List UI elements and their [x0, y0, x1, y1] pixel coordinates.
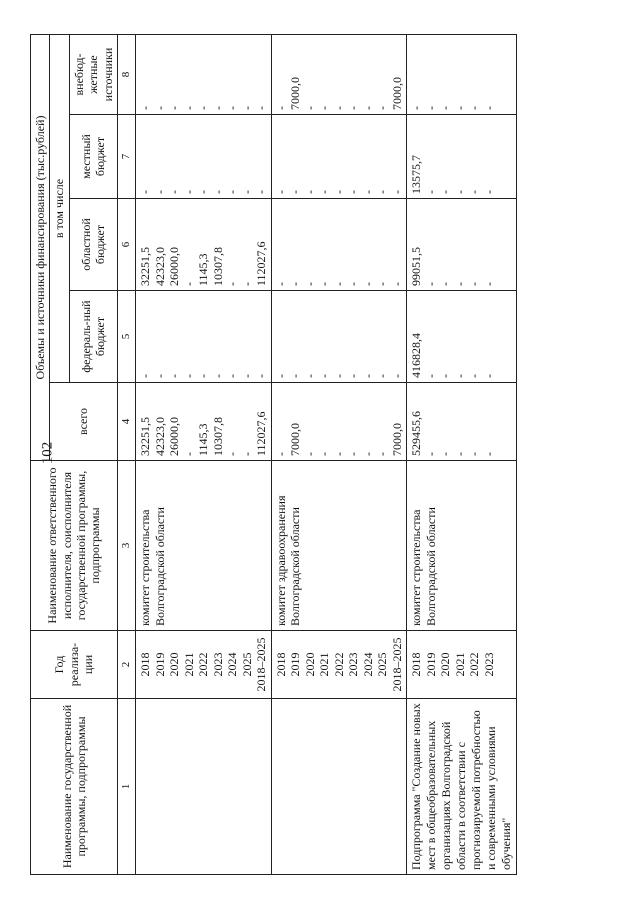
extra-value: - [375, 106, 390, 110]
year-value: 2019 [288, 652, 303, 677]
header-including: в том числе [50, 34, 69, 382]
header-federal: федераль-ный бюджет [69, 291, 117, 383]
header-extra: внебюд-жетные источники [69, 34, 117, 114]
local-value: - [389, 190, 404, 194]
header-funding: Объемы и источники финансирования (тыс.рублей) [31, 34, 50, 460]
federal-value: - [167, 374, 182, 378]
regional-value: - [225, 282, 240, 286]
col-index-5: 5 [117, 291, 135, 383]
extra-value: - [346, 106, 361, 110]
total-value: - [438, 452, 453, 456]
total-value: 1145,3 [196, 423, 211, 456]
table-row [407, 34, 517, 874]
federal-value: - [375, 374, 390, 378]
year-value: 2018 [138, 652, 153, 677]
federal-value: - [346, 374, 361, 378]
year-cell [136, 631, 272, 699]
program-name-cell: Подпрограмма "Создание новых мест в общеобразовательных организациях Волгоградской области в соответствии с прогнозируемой потребностью и современными условиями обучения" [407, 699, 517, 875]
year-value: 2023 [210, 652, 225, 677]
year-value: 2022 [196, 652, 211, 677]
federal-value: - [438, 374, 453, 378]
federal-value: - [452, 374, 467, 378]
federal-value: - [288, 374, 303, 378]
year-value: 2019 [152, 652, 167, 677]
year-value: 2021 [452, 652, 467, 677]
local-cell [407, 115, 517, 199]
federal-value: - [273, 374, 288, 378]
local-value: - [331, 190, 346, 194]
program-name-cell [271, 699, 407, 875]
year-value: 2022 [467, 652, 482, 677]
header-executor: Наименование ответственного исполнителя, соисполнителя государственной программы, подпрограммы [31, 461, 118, 631]
extra-value: - [481, 106, 496, 110]
federal-value: - [467, 374, 482, 378]
local-value: - [423, 190, 438, 194]
extra-value: - [331, 106, 346, 110]
federal-value: - [423, 374, 438, 378]
total-value: - [181, 452, 196, 456]
federal-value: - [152, 374, 167, 378]
header-total: всего [50, 383, 118, 461]
col-index-2: 2 [117, 631, 135, 699]
total-value: 112027,6 [254, 411, 269, 456]
regional-cell [136, 199, 272, 291]
total-value: - [452, 452, 467, 456]
regional-value: - [273, 282, 288, 286]
local-value: - [438, 190, 453, 194]
regional-value: - [181, 282, 196, 286]
regional-value: 10307,8 [210, 247, 225, 286]
total-value: - [239, 452, 254, 456]
col-index-1: 1 [117, 699, 135, 875]
total-value: 10307,8 [210, 417, 225, 456]
total-value: 26000,0 [167, 417, 182, 456]
regional-value: - [423, 282, 438, 286]
federal-value: - [317, 374, 332, 378]
total-value: - [423, 452, 438, 456]
local-value: - [360, 190, 375, 194]
local-cell [136, 115, 272, 199]
local-cell [271, 115, 407, 199]
col-index-6: 6 [117, 199, 135, 291]
extra-value: - [317, 106, 332, 110]
federal-value: - [239, 374, 254, 378]
extra-value: - [254, 106, 269, 110]
total-value: - [481, 452, 496, 456]
total-cell [407, 383, 517, 461]
federal-value: - [331, 374, 346, 378]
column-index-row [117, 34, 135, 874]
local-value: - [302, 190, 317, 194]
regional-value: - [317, 282, 332, 286]
regional-cell [271, 199, 407, 291]
total-value: - [467, 452, 482, 456]
regional-value: - [438, 282, 453, 286]
regional-value: - [360, 282, 375, 286]
total-value: - [346, 452, 361, 456]
local-value: - [254, 190, 269, 194]
program-name-cell [136, 699, 272, 875]
federal-value: - [210, 374, 225, 378]
local-value: - [273, 190, 288, 194]
year-value: 2021 [181, 652, 196, 677]
extra-cell [407, 34, 517, 114]
extra-value: - [138, 106, 153, 110]
extra-value: - [452, 106, 467, 110]
local-value: - [375, 190, 390, 194]
page-number: 102 [39, 441, 56, 465]
local-value: - [481, 190, 496, 194]
total-value: - [317, 452, 332, 456]
header-name: Наименование государственной программы, подпрограммы [31, 699, 118, 875]
local-value: - [452, 190, 467, 194]
local-value: - [152, 190, 167, 194]
federal-value: - [481, 374, 496, 378]
col-index-3: 3 [117, 461, 135, 631]
federal-cell [407, 291, 517, 383]
regional-value: - [389, 282, 404, 286]
federal-value: - [389, 374, 404, 378]
total-value: - [225, 452, 240, 456]
header-row-1 [31, 34, 50, 874]
local-value: - [225, 190, 240, 194]
extra-value: - [225, 106, 240, 110]
extra-value: - [181, 106, 196, 110]
local-value: 13575,7 [409, 155, 424, 194]
year-value: 2020 [438, 652, 453, 677]
local-value: - [288, 190, 303, 194]
federal-value: - [302, 374, 317, 378]
total-value: 32251,5 [138, 417, 153, 456]
local-value: - [467, 190, 482, 194]
year-value: 2018 [409, 652, 424, 677]
regional-value: - [346, 282, 361, 286]
extra-value: - [438, 106, 453, 110]
federal-value: - [196, 374, 211, 378]
regional-value: 32251,5 [138, 247, 153, 286]
regional-value: 112027,6 [254, 241, 269, 286]
header-year: Год реализа-ции [31, 631, 118, 699]
regional-value: 1145,3 [196, 253, 211, 286]
regional-cell [407, 199, 517, 291]
regional-value: - [481, 282, 496, 286]
regional-value: 42323,0 [152, 247, 167, 286]
local-value: - [196, 190, 211, 194]
extra-value: - [360, 106, 375, 110]
year-value: 2018–2025 [389, 637, 404, 692]
year-value: 2020 [302, 652, 317, 677]
year-value: 2024 [225, 652, 240, 677]
year-value: 2024 [360, 652, 375, 677]
header-regional: областной бюджет [69, 199, 117, 291]
total-value: 529455,6 [409, 411, 424, 456]
year-value: 2018 [273, 652, 288, 677]
federal-cell [136, 291, 272, 383]
extra-value: - [210, 106, 225, 110]
total-value: 7000,0 [288, 423, 303, 456]
regional-value: - [239, 282, 254, 286]
extra-value: - [302, 106, 317, 110]
col-index-8: 8 [117, 34, 135, 114]
total-value: 42323,0 [152, 417, 167, 456]
rotated-page [0, 25, 560, 905]
regional-value: - [331, 282, 346, 286]
federal-value: - [138, 374, 153, 378]
federal-value: - [225, 374, 240, 378]
total-cell [271, 383, 407, 461]
total-value: - [360, 452, 375, 456]
total-value: - [375, 452, 390, 456]
total-value: - [273, 452, 288, 456]
extra-value: - [196, 106, 211, 110]
table-row [136, 34, 272, 874]
total-value: - [331, 452, 346, 456]
extra-cell [136, 34, 272, 114]
extra-value: - [167, 106, 182, 110]
header-local: местный бюджет [69, 115, 117, 199]
table-body [136, 34, 517, 874]
col-index-4: 4 [117, 383, 135, 461]
extra-value: - [239, 106, 254, 110]
federal-value: 416828,4 [409, 333, 424, 378]
funding-table [30, 34, 517, 875]
local-value: - [317, 190, 332, 194]
year-value: 2022 [331, 652, 346, 677]
local-value: - [181, 190, 196, 194]
extra-value: - [273, 106, 288, 110]
extra-cell [271, 34, 407, 114]
year-value: 2025 [375, 652, 390, 677]
year-value: 2023 [346, 652, 361, 677]
year-value: 2018–2025 [254, 637, 269, 692]
local-value: - [167, 190, 182, 194]
executor-cell: комитет строительства Волгоградской области [136, 461, 272, 631]
year-cell [407, 631, 517, 699]
regional-value: - [467, 282, 482, 286]
year-value: 2020 [167, 652, 182, 677]
executor-cell: комитет строительства Волгоградской области [407, 461, 517, 631]
extra-value: - [409, 106, 424, 110]
year-value: 2021 [317, 652, 332, 677]
federal-value: - [181, 374, 196, 378]
year-cell [271, 631, 407, 699]
total-value: - [302, 452, 317, 456]
executor-cell: комитет здравоохранения Волгоградской области [271, 461, 407, 631]
regional-value: - [288, 282, 303, 286]
table-row [271, 34, 407, 874]
federal-cell [271, 291, 407, 383]
local-value: - [210, 190, 225, 194]
extra-value: - [152, 106, 167, 110]
local-value: - [346, 190, 361, 194]
regional-value: - [452, 282, 467, 286]
regional-value: 26000,0 [167, 247, 182, 286]
extra-value: - [423, 106, 438, 110]
extra-value: 7000,0 [288, 77, 303, 110]
extra-value: - [467, 106, 482, 110]
regional-value: - [302, 282, 317, 286]
col-index-7: 7 [117, 115, 135, 199]
year-value: 2019 [423, 652, 438, 677]
federal-value: - [360, 374, 375, 378]
local-value: - [239, 190, 254, 194]
year-value: 2023 [481, 652, 496, 677]
year-value: 2025 [239, 652, 254, 677]
regional-value: - [375, 282, 390, 286]
local-value: - [138, 190, 153, 194]
federal-value: - [254, 374, 269, 378]
regional-value: 99051,5 [409, 247, 424, 286]
extra-value: 7000,0 [389, 77, 404, 110]
total-cell [136, 383, 272, 461]
total-value: 7000,0 [389, 423, 404, 456]
